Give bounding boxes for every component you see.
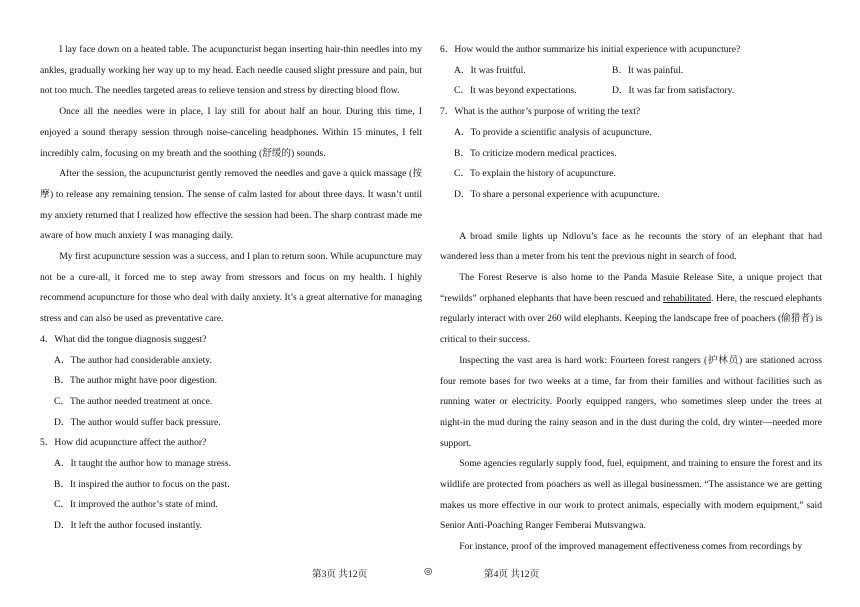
option-c: C．To explain the history of acupuncture.	[454, 168, 616, 180]
option-b: B．It was painful.	[612, 64, 684, 76]
passage-paragraph: Inspecting the vast area is hard work: Fourteen forest rangers (护林员) are stationed across four remote bases for two weeks at a time, far from their families and without facilities such as running water or electricity. Poorly equipped rangers, who sometimes sleep under the trees at night-in the mud during the rainy season and in the dust during the cold, dry winter—needed more support.	[440, 354, 822, 449]
option-b: B．The author might have poor digestion.	[54, 375, 218, 387]
option-a: A．It taught the author how to manage stress.	[54, 458, 231, 470]
question-7	[440, 102, 822, 206]
option-d: D．It was far from satisfactory.	[612, 85, 735, 97]
option-b: B．It inspired the author to focus on the past.	[54, 478, 230, 490]
right-column	[440, 40, 822, 558]
option-a: A．It was fruitful.	[454, 64, 526, 76]
option-row	[454, 81, 822, 102]
section-spacer	[440, 206, 822, 227]
passage-paragraph: My first acupuncture session was a success, and I plan to return soon. While acupuncture may not be a cure-all, it forced me to step away from stressors and focus on my health. I highly recommend acupuncture for those who deal with daily anxiety. It’s a great alternative for managing stress and can also be used as preventative care.	[40, 251, 422, 325]
passage-text: The Forest Reserve is also home to the Panda Masuie Release Site, a unique project that “rewilds” orphaned elephants that have been rescued and	[440, 272, 822, 304]
option-d: D．It left the author focused instantly.	[54, 520, 203, 532]
underlined-word: rehabilitated	[663, 292, 711, 304]
option-c: C．It improved the author’s state of mind.	[54, 499, 218, 511]
option-c: C．The author needed treatment at once.	[54, 395, 213, 407]
option-row	[454, 61, 822, 82]
option-d: D．The author would suffer back pressure.	[54, 416, 221, 428]
question-4	[40, 330, 422, 434]
passage-paragraph: Once all the needles were in place, I lay still for about half an hour. During this time, I enjoyed a sound therapy session through noise-canceling headphones. Within 15 minutes, I felt incredibly calm, focusing on my breath and the soothing (舒缓的) sounds.	[40, 106, 422, 159]
passage-paragraph: I lay face down on a heated table. The acupuncturist began inserting hair-thin needles into my ankles, gradually working her way up to my head. Each needle caused slight pressure and pain, but not too much. The needles targeted areas to relieve tension and stress by directing blood flow.	[40, 44, 422, 97]
passage-text: . Here, the rescued elephants regularly interact with over 260 wild elephants. Keeping the landscape free of poachers (偷猎者) is critical to their success.	[440, 292, 822, 346]
passage-paragraph: Some agencies regularly supply food, fuel, equipment, and training to ensure the forest and its wildlife are protected from poachers as well as illegal businessmen. “The assistance we are getting makes us more effective in our work to protect animals, especially with modern equipment,” said Senior Anti-Poaching Ranger Femberai Mutsvangwa.	[440, 458, 822, 532]
left-column	[40, 40, 422, 537]
question-stem: 7．What is the author’s purpose of writing the text?	[440, 106, 641, 118]
footer-symbol: ◎	[424, 566, 433, 577]
passage-paragraph: For instance, proof of the improved management effectiveness comes from recordings by	[459, 541, 803, 553]
passage-paragraph: A broad smile lights up Ndlovu’s face as he recounts the story of an elephant that had wandered less than a meter from his tent the previous night in search of food.	[440, 230, 822, 263]
passage-paragraph: After the session, the acupuncturist gently removed the needles and gave a quick massage (按摩) to release any remaining tension. The sense of calm lasted for about three days. It wasn’t until my anxiety returned that I realized how effective the session had been. The sharp contrast made me aware of how much anxiety I was managing daily.	[40, 168, 422, 242]
question-stem: 4．What did the tongue diagnosis suggest?	[40, 333, 207, 345]
question-stem: 6．How would the author summarize his initial experience with acupuncture?	[440, 44, 741, 55]
question-stem: 5．How did acupuncture affect the author?	[40, 437, 207, 449]
option-d: D．To share a personal experience with acupuncture.	[454, 188, 660, 200]
question-6	[440, 40, 822, 102]
left-page-number: 第3页 共12页	[312, 569, 368, 580]
passage-paragraph	[440, 268, 822, 351]
question-5	[40, 433, 422, 537]
right-page-number: 第4页 共12页	[484, 569, 540, 580]
option-b: B．To criticize modern medical practices.	[454, 147, 617, 159]
option-c: C．It was beyond expectations.	[454, 85, 577, 97]
option-a: A．The author had considerable anxiety.	[54, 354, 212, 366]
option-a: A．To provide a scientific analysis of acupuncture.	[454, 126, 652, 138]
